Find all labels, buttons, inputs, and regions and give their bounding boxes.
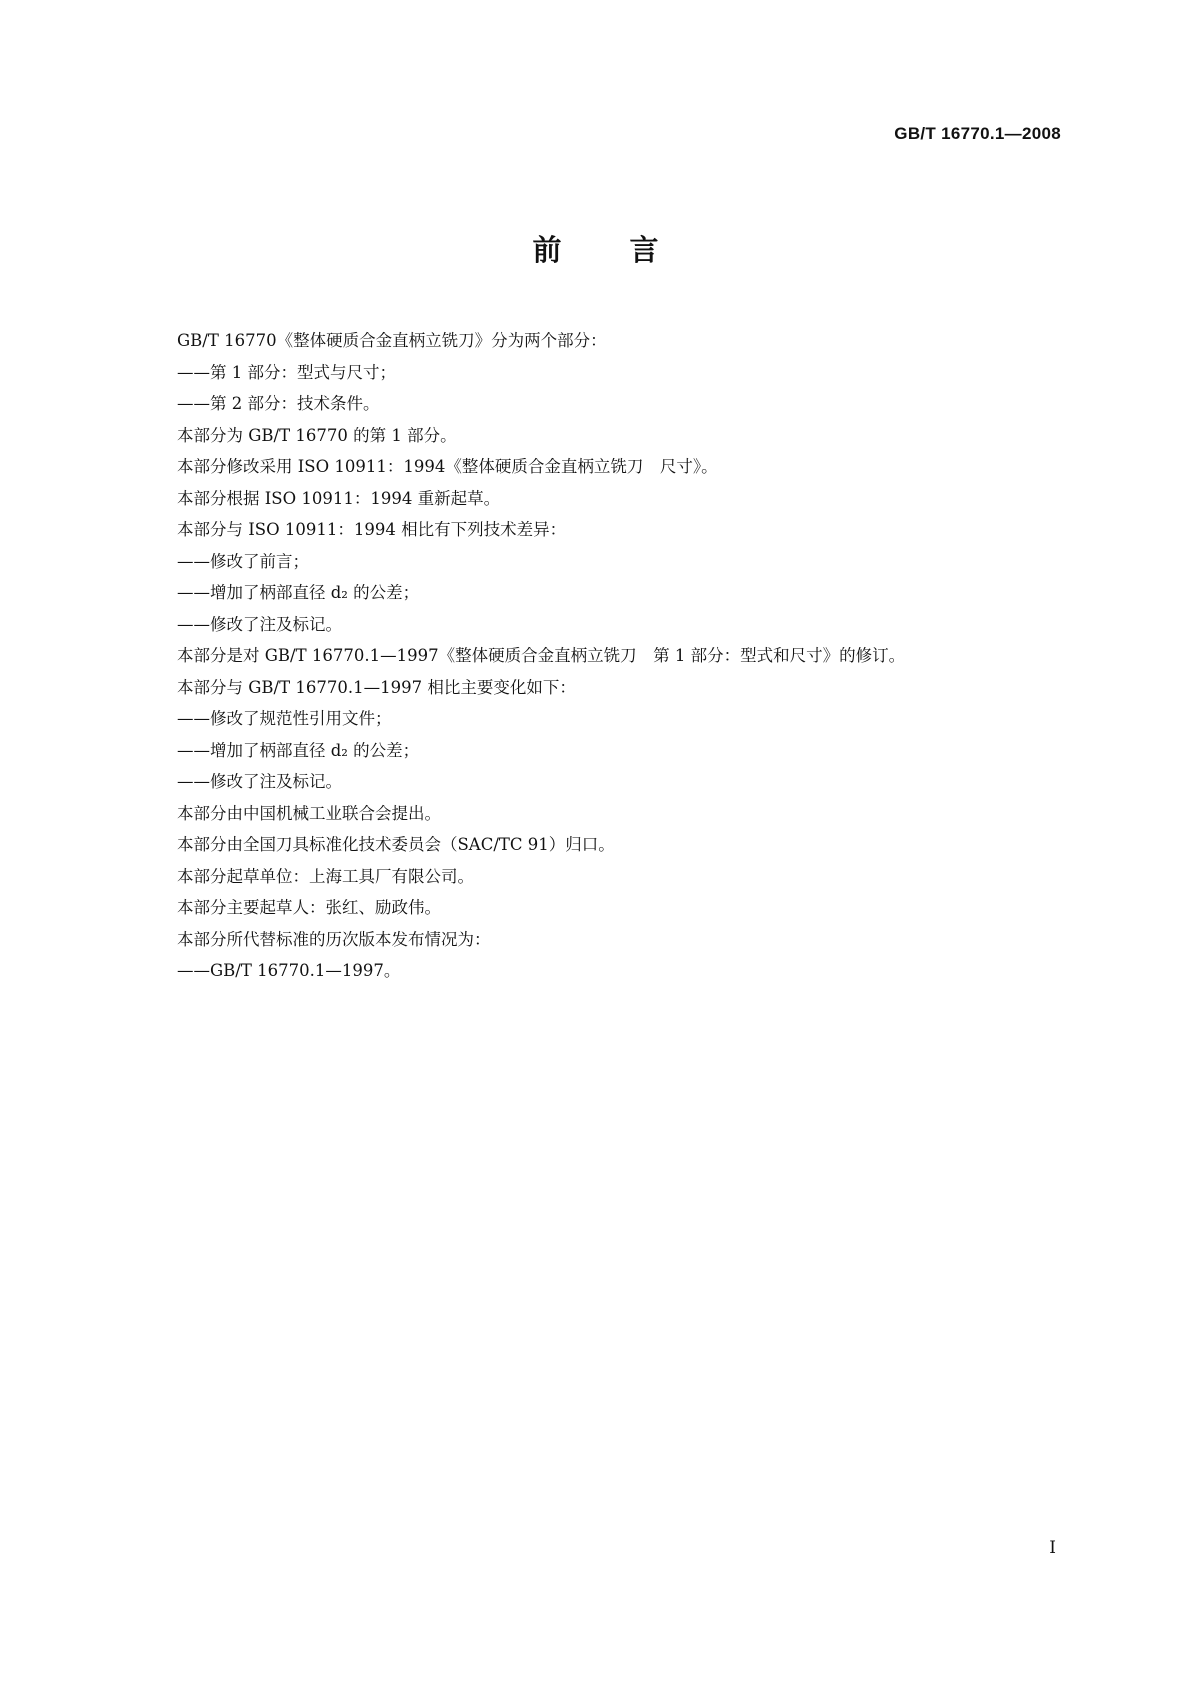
list-item: ——第 1 部分：型式与尺寸； bbox=[177, 362, 396, 382]
page-number: I bbox=[1049, 1538, 1056, 1558]
paragraph-line: 本部分由全国刀具标准化技术委员会（SAC/TC 91）归口。 bbox=[177, 835, 615, 854]
paragraph-line: 本部分起草单位：上海工具厂有限公司。 bbox=[177, 866, 474, 886]
list-item: ——修改了注及标记。 bbox=[177, 772, 342, 791]
list-item: ——增加了柄部直径 d₂ 的公差； bbox=[177, 583, 420, 602]
list-item: ——修改了规范性引用文件； bbox=[177, 709, 392, 728]
paragraph-line: 本部分与 ISO 10911：1994 相比有下列技术差异： bbox=[177, 520, 567, 539]
list-item: ——增加了柄部直径 d₂ 的公差； bbox=[177, 740, 420, 760]
list-item: ——GB/T 16770.1—1997。 bbox=[177, 961, 401, 980]
list-item: ——修改了前言； bbox=[177, 551, 309, 571]
paragraph-line: 本部分所代替标准的历次版本发布情况为： bbox=[177, 929, 491, 949]
paragraph-line: 本部分与 GB/T 16770.1—1997 相比主要变化如下： bbox=[177, 677, 576, 697]
paragraph-line: 本部分是对 GB/T 16770.1—1997《整体硬质合金直柄立铣刀 第 1 部分：型式和尺寸》的修订。 bbox=[177, 646, 906, 665]
paragraph-line: 本部分根据 ISO 10911：1994 重新起草。 bbox=[177, 488, 501, 508]
paragraph-line: 本部分主要起草人：张红、励政伟。 bbox=[177, 898, 441, 917]
paragraph-line: 本部分修改采用 ISO 10911：1994《整体硬质合金直柄立铣刀 尺寸》。 bbox=[177, 457, 718, 476]
list-item: ——第 2 部分：技术条件。 bbox=[177, 394, 380, 413]
paragraph-line: GB/T 16770《整体硬质合金直柄立铣刀》分为两个部分： bbox=[177, 331, 607, 350]
page-title: 前言 bbox=[532, 233, 727, 267]
paragraph-line: 本部分为 GB/T 16770 的第 1 部分。 bbox=[177, 425, 457, 445]
document-code: GB/T 16770.1—2008 bbox=[894, 124, 1061, 143]
foreword-body bbox=[177, 325, 1077, 987]
paragraph-line: 本部分由中国机械工业联合会提出。 bbox=[177, 803, 441, 823]
list-item: ——修改了注及标记。 bbox=[177, 614, 342, 634]
